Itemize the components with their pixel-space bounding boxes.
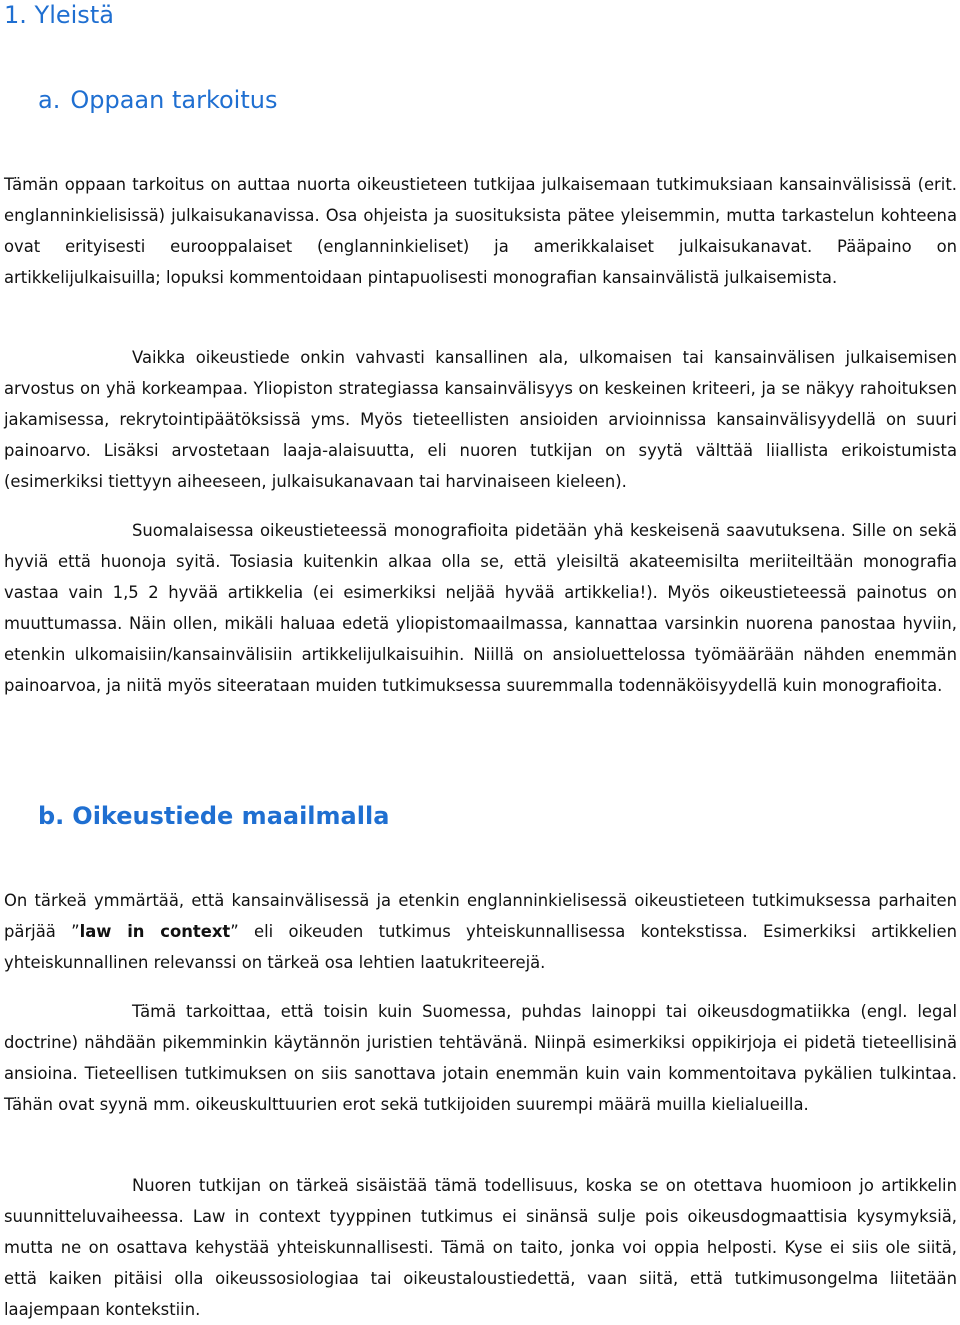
section-a-label: a. — [38, 86, 61, 114]
section-a-paragraph-1: Tämän oppaan tarkoitus on auttaa nuorta oikeustieteen tutkijaa julkaisemaan tutkimuksiaan kansainvälisissä (erit. englanninkielisissä) julkaisukanavissa. Osa ohjeista ja suosituksista pätee yleisemmin, mutta tarkastelun kohteena ovat erityisesti eurooppalaiset (englanninkieliset) ja amerikkalaiset julkaisukanavat. Pääpaino on artikkelijulkaisuilla; lopuksi kommentoidaan pintapuolisesti monografian kansainvälistä julkaisemista. — [4, 175, 957, 287]
section-b-paragraph-1 — [4, 885, 957, 978]
section-b-label: b. — [38, 802, 65, 830]
law-in-context-term: law in context — [79, 922, 231, 941]
close-quote: ” — [230, 922, 239, 941]
section-a-heading — [38, 85, 277, 115]
p1-text-before: On tärkeä ymmärtää, että kansainvälisessä ja etenkin englanninkielisessä oikeustieteen tutkimuksessa parhaiten pärjää — [4, 891, 957, 941]
heading-title: Yleistä — [34, 1, 114, 29]
section-a-paragraph-3: Suomalaisessa oikeustieteessä monografioita pidetään yhä keskeisenä saavutuksena. Sille on sekä hyviä että huonoja syitä. Tosiasia kuitenkin alkaa olla se, että yleisiltä akateemisilta meriiteiltään monografia vastaa vain 1,5 2 hyvää artikkelia (ei esimerkiksi neljää hyvää artikkelia!). Myös oikeustieteessä painotus on muuttumassa. Näin ollen, mikäli haluaa edetä yliopistomaailmassa, kannattaa varsinkin nuorena panostaa hyviin, etenkin ulkomaisiin/kansainvälisiin artikkelijulkaisuihin. Niillä on ansioluettelossa työmäärään nähden enemmän painoarvoa, ja niitä myös siteerataan muiden tutkimuksessa suuremmalla todennäköisyydellä kuin monografioita. — [4, 521, 957, 695]
open-quote: ” — [71, 922, 80, 941]
section-b-paragraph-2: Tämä tarkoittaa, että toisin kuin Suomessa, puhdas lainoppi tai oikeusdogmatiikka (engl. legal doctrine) nähdään pikemminkin käytännön juristien tehtävänä. Niinpä esimerkiksi oppikirjoja ei pidetä tieteellisinä ansioina. Tieteellisen tutkimuksen on siis sanottava jotain enemmän kuin vain kommentoitava pykälien tulkintaa. Tähän ovat syynä mm. oikeuskulttuurien erot sekä tutkijoiden suurempi määrä muilla kielialueilla. — [4, 1002, 957, 1114]
p1-text-after: eli oikeuden tutkimus yhteiskunnallisessa kontekstissa. Esimerkiksi artikkelien yhteiskunnallinen relevanssi on tärkeä osa lehtien laatukriteerejä. — [4, 922, 957, 972]
section-b-heading — [38, 801, 389, 831]
section-a-title: Oppaan tarkoitus — [70, 86, 278, 114]
section-b-title: Oikeustiede maailmalla — [72, 802, 390, 830]
heading-number: 1. — [4, 1, 27, 29]
page-title — [4, 0, 114, 30]
section-a-paragraph-2: Vaikka oikeustiede onkin vahvasti kansallinen ala, ulkomaisen tai kansainvälisen julkaisemisen arvostus on yhä korkeampaa. Yliopiston strategiassa kansainvälisyys on keskeinen kriteeri, ja se näkyy rahoituksen jakamisessa, rekrytointipäätöksissä yms. Myös tieteellisten ansioiden arvioinnissa kansainvälisyydellä on suuri painoarvo. Lisäksi arvostetaan laaja-alaisuutta, eli nuoren tutkijan on syytä välttää liiallista erikoistumista (esimerkiksi tiettyyn aiheeseen, julkaisukanavaan tai harvinaiseen kieleen). — [4, 348, 957, 491]
section-b-paragraph-3: Nuoren tutkijan on tärkeä sisäistää tämä todellisuus, koska se on otettava huomioon jo artikkelin suunnitteluvaiheessa. Law in context tyyppinen tutkimus ei sinänsä sulje pois oikeusdogmaattisia kysymyksiä, mutta ne on osattava kehystää yhteiskunnallisesti. Tämä on taito, jonka voi oppia helposti. Kyse ei siis ole siitä, että kaiken pitäisi olla oikeussosiologiaa tai oikeustaloustiedettä, vaan siitä, että tutkimusongelma liitetään laajempaan kontekstiin. — [4, 1176, 957, 1319]
